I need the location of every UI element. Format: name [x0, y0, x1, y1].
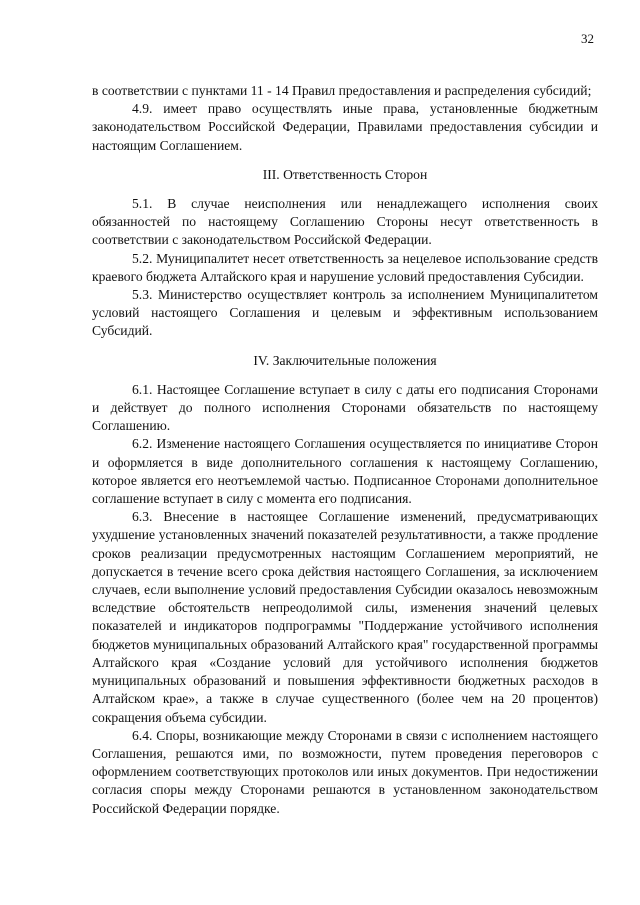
paragraph-5-2: 5.2. Муниципалитет несет ответственность за нецелевое использование средств краевого бюджета Алтайского края и нарушение условий предоставления Субсидии. — [92, 250, 598, 284]
paragraph-6-1: 6.1. Настоящее Соглашение вступает в силу с даты его подписания Сторонами и действует до полного исполнения Сторонами обязательств по настоящему Соглашению. — [92, 381, 598, 434]
paragraph-6-4: 6.4. Споры, возникающие между Сторонами в связи с исполнением настоящего Соглашения, решаются ими, по возможности, путем проведения переговоров с оформлением соответствующих протоколов или иных документов. При недостижении согласия споры между Сторонами решаются в установленном законодательством Российской Федерации порядке. — [92, 727, 598, 816]
paragraph-6-3: 6.3. Внесение в настоящее Соглашение изменений, предусматривающих ухудшение установленных значений показателей результативности, а также продление сроков реализации предусмотренных настоящим Соглашением мероприятий, не допускается в течение всего срока действия настоящего Соглашения, за исключением случаев, если выполнение условий предоставления Субсидии оказалось невозможным вследствие обстоятельств непреодолимой силы, изменения значений целевых показателей и индикаторов подпрограммы "Поддержание устойчивого исполнения бюджетов муниципальных образований Алтайского края" государственной программы Алтайского края «Создание условий для устойчивого исполнения бюджетов муниципальных образований и повышения эффективности бюджетных расходов в Алтайском крае», а также в случае существенного (более чем на 20 процентов) сокращения объема субсидии. — [92, 509, 598, 725]
document-body — [92, 82, 598, 818]
paragraph-5-1: 5.1. В случае неисполнения или ненадлежащего исполнения своих обязанностей по настоящему Соглашению Стороны несут ответственность в соответствии с законодательством Российской Федерации. — [92, 196, 598, 248]
section-3-title: III. Ответственность Сторон — [262, 166, 428, 182]
page-number: 32 — [581, 31, 594, 46]
section-4-title: IV. Заключительные положения — [253, 352, 437, 368]
paragraph-4-9: 4.9. имеет право осуществлять иные права, установленные бюджетным законодательством Российской Федерации, Правилами предоставления субсидии и настоящим Соглашением. — [92, 101, 598, 153]
paragraph-6-2: 6.2. Изменение настоящего Соглашения осуществляется по инициативе Сторон и оформляется в виде дополнительного соглашения к настоящему Соглашению, которое является его неотъемлемой частью. Подписанное Сторонами дополнительное соглашение вступает в силу с момента его подписания. — [92, 436, 598, 507]
paragraph-continuation: в соответствии с пунктами 11 - 14 Правил предоставления и распределения субсидий; — [92, 83, 592, 98]
paragraph-5-3: 5.3. Министерство осуществляет контроль за исполнением Муниципалитетом условий настоящего Соглашения и целевым и эффективным использованием Субсидий. — [92, 287, 598, 339]
